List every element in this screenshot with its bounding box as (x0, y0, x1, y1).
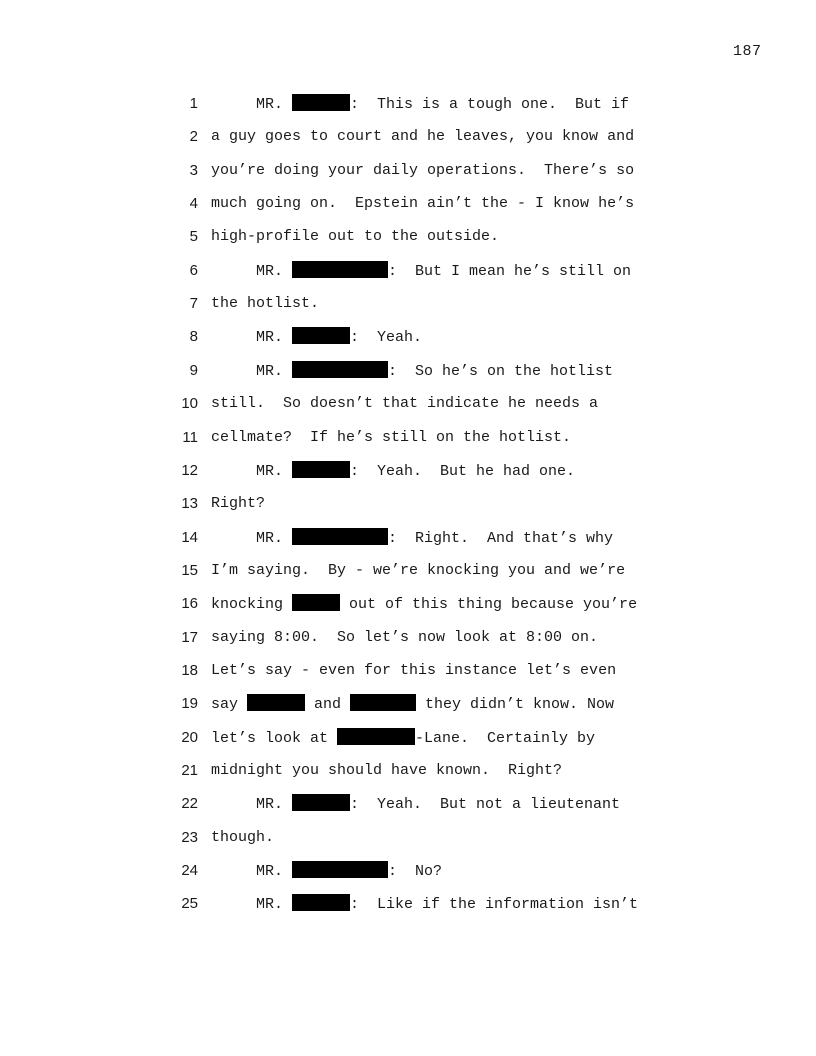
text-segment: out of this thing because you’re (340, 596, 638, 614)
text-segment: Right? (211, 495, 266, 513)
text-segment: : This is a tough one. But if (350, 96, 630, 113)
transcript-line (0, 661, 816, 681)
transcript-line (0, 361, 816, 381)
line-number: 18 (181, 661, 198, 679)
transcript-line (0, 127, 816, 147)
text-segment: -Lane. Certainly by (415, 729, 596, 747)
line-text (211, 194, 634, 214)
redaction-block (292, 894, 350, 911)
line-text (211, 728, 595, 749)
line-text (211, 661, 616, 681)
line-number: 6 (189, 261, 198, 279)
line-text (211, 428, 571, 448)
transcript-line (0, 161, 816, 181)
line-text (211, 561, 625, 581)
text-segment: : Like if the information isn’t (350, 896, 639, 914)
line-number: 21 (181, 762, 198, 779)
line-number: 5 (189, 228, 198, 246)
text-segment: MR. (211, 462, 293, 480)
text-segment: MR. (211, 362, 293, 380)
text-segment: : Yeah. But he had one. (350, 462, 576, 480)
transcript-line (0, 194, 816, 214)
line-number: 19 (181, 695, 198, 713)
line-text (211, 861, 442, 882)
transcript-line (0, 594, 816, 614)
text-segment: much going on. Epstein ain’t the - I know he’s (211, 195, 635, 213)
transcript-line (0, 894, 816, 914)
text-segment: say (211, 696, 248, 714)
text-segment: : Yeah. But not a lieutenant (350, 796, 621, 814)
redaction-block (337, 728, 415, 745)
line-number: 13 (181, 495, 198, 513)
transcript-line (0, 428, 816, 448)
transcript-line (0, 761, 816, 781)
text-segment: they didn’t know. Now (416, 696, 615, 714)
transcript-line (0, 261, 816, 281)
line-text (211, 794, 620, 815)
line-number: 16 (181, 595, 198, 613)
text-segment: : Yeah. (350, 329, 423, 347)
line-text (211, 327, 422, 348)
line-number: 10 (181, 395, 198, 413)
transcript-line (0, 694, 816, 714)
transcript-line (0, 227, 816, 247)
transcript-line (0, 861, 816, 881)
line-text (211, 628, 598, 648)
text-segment: MR. (211, 896, 293, 914)
redaction-block (247, 694, 305, 711)
text-segment: : Right. And that’s why (388, 529, 614, 547)
redaction-block (292, 861, 388, 878)
text-segment: though. (211, 828, 275, 846)
text-segment: MR. (211, 863, 293, 881)
line-number: 25 (181, 895, 198, 913)
transcript-line (0, 494, 816, 514)
text-segment: MR. (211, 796, 293, 814)
line-number: 24 (181, 862, 198, 880)
text-segment: you’re doing your daily operations. There’s so (211, 161, 635, 179)
redaction-block (350, 694, 416, 711)
line-number: 14 (181, 528, 198, 546)
text-segment: MR. (211, 96, 293, 113)
text-segment: still. So doesn’t that indicate he needs a (211, 395, 599, 413)
line-text (211, 394, 598, 414)
line-number: 20 (181, 728, 198, 746)
line-number: 22 (181, 795, 198, 813)
line-text (211, 594, 637, 615)
line-number: 23 (181, 828, 198, 846)
redaction-block (292, 461, 350, 478)
text-segment: : So he’s on the hotlist (388, 362, 614, 380)
line-number: 12 (181, 461, 198, 479)
line-number: 3 (189, 161, 198, 179)
text-segment: knocking (211, 596, 293, 614)
line-text (211, 294, 319, 314)
line-text (211, 94, 629, 115)
line-number: 15 (181, 561, 198, 579)
line-text (211, 828, 274, 848)
line-text (211, 461, 575, 482)
text-segment: let’s look at (211, 729, 338, 747)
transcript-line (0, 394, 816, 414)
transcript-line (0, 728, 816, 748)
redaction-block (292, 361, 388, 378)
redaction-block (292, 261, 388, 278)
line-text (211, 761, 562, 781)
redaction-block (292, 528, 388, 545)
page-number: 187 (733, 43, 762, 60)
text-segment: and (305, 696, 351, 714)
text-segment: high-profile out to the outside. (211, 228, 500, 246)
line-number: 8 (189, 328, 198, 346)
line-number: 9 (189, 361, 198, 379)
transcript-line (0, 294, 816, 314)
line-text (211, 894, 638, 915)
text-segment: : But I mean he’s still on (388, 262, 632, 280)
transcript-line (0, 327, 816, 347)
transcript-line (0, 561, 816, 581)
line-number: 4 (189, 195, 198, 213)
line-number: 11 (182, 428, 198, 446)
redaction-block (292, 794, 350, 811)
line-text (211, 127, 634, 147)
redaction-block (292, 94, 350, 111)
text-segment: midnight you should have known. Right? (211, 762, 563, 779)
line-text (211, 227, 499, 247)
line-text (211, 528, 613, 549)
text-segment: I’m saying. By - we’re knocking you and we’re (211, 561, 626, 579)
line-number: 2 (189, 128, 198, 146)
text-segment: MR. (211, 529, 293, 547)
line-text (211, 261, 631, 282)
transcript-line (0, 628, 816, 648)
text-segment: MR. (211, 329, 293, 347)
text-segment: MR. (211, 262, 293, 280)
line-text (211, 361, 613, 382)
line-number: 7 (189, 295, 198, 313)
line-text (211, 494, 265, 514)
text-segment: Let’s say - even for this instance let’s even (211, 661, 617, 679)
text-segment: the hotlist. (211, 295, 320, 313)
line-number: 17 (181, 628, 198, 646)
transcript-line (0, 528, 816, 548)
line-text (211, 161, 634, 181)
text-segment: a guy goes to court and he leaves, you know and (211, 128, 635, 146)
transcript-line (0, 461, 816, 481)
transcript-line (0, 828, 816, 848)
text-segment: saying 8:00. So let’s now look at 8:00 on. (211, 628, 599, 646)
redaction-block (292, 594, 340, 611)
transcript-line (0, 94, 816, 114)
transcript-line (0, 794, 816, 814)
text-segment: cellmate? If he’s still on the hotlist. (211, 428, 572, 446)
line-number: 1 (189, 95, 198, 112)
text-segment: : No? (388, 863, 443, 881)
line-text (211, 694, 614, 715)
redaction-block (292, 327, 350, 344)
